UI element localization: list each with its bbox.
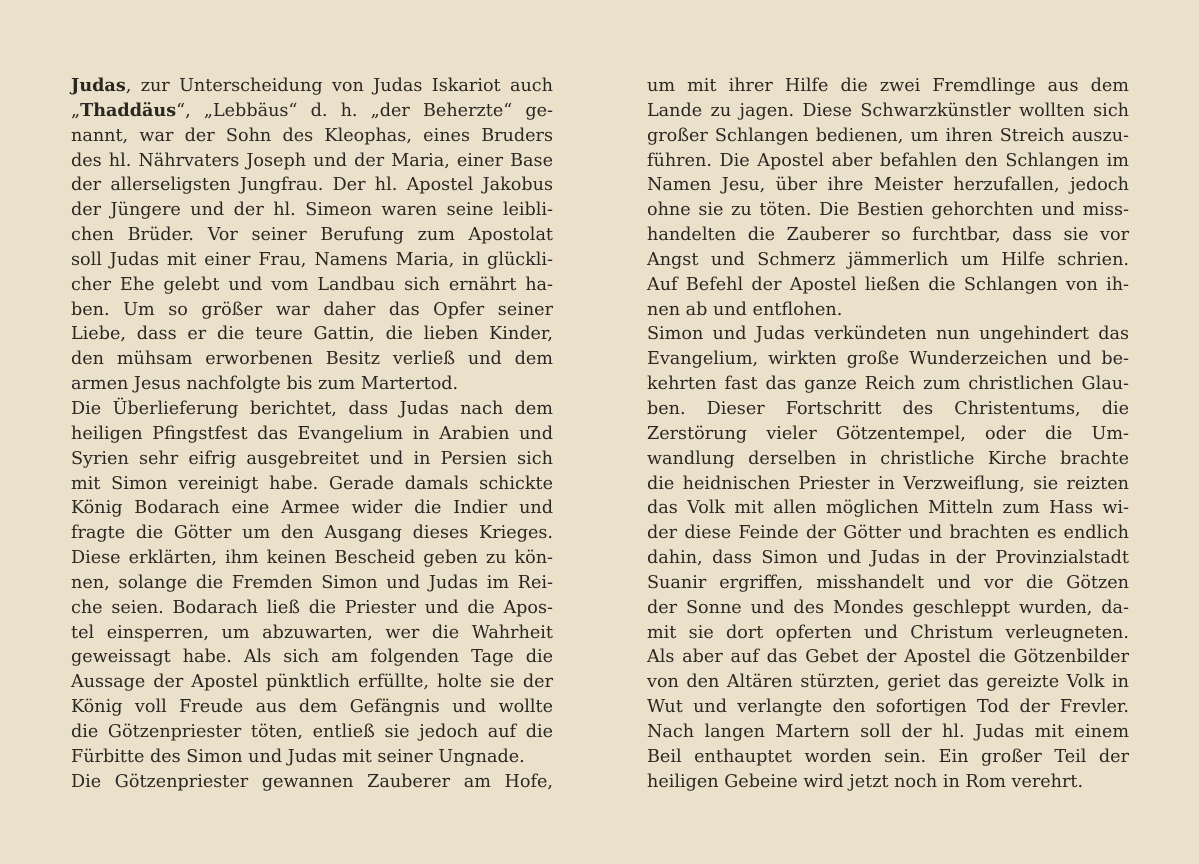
text-line: [71, 322, 553, 347]
text-run: der Jüngere und der hl. Simeon waren seine leibli-: [71, 200, 553, 221]
text-run: Liebe, dass er die teure Gattin, die lieben Kinder,: [71, 324, 553, 345]
text-line: [71, 397, 553, 422]
text-run: wandlung derselben in christliche Kirche brachte: [647, 448, 1129, 469]
text-run: ben. Dieser Fortschritt des Christentums, die: [647, 398, 1129, 419]
text-run: der allerseligsten Jungfrau. Der hl. Apostel Jakobus: [71, 175, 553, 196]
text-line: [647, 322, 1129, 347]
text-line: [71, 472, 553, 497]
text-line: [647, 571, 1129, 596]
text-line: [647, 273, 1129, 298]
text-line: [647, 770, 1129, 795]
text-line: [647, 496, 1129, 521]
text-run: der diese Feinde der Götter und brachten es endlich: [647, 523, 1129, 544]
text-line: [71, 596, 553, 621]
text-run: das Volk mit allen möglichen Mitteln zum Hass wi-: [647, 498, 1129, 519]
text-run: Syrien sehr eifrig ausgebreitet und in Persien sich: [71, 448, 553, 469]
text-run: der Sonne und des Mondes geschleppt wurden, da-: [647, 597, 1129, 618]
text-line: [647, 645, 1129, 670]
text-line: [647, 149, 1129, 174]
text-run: Auf Befehl der Apostel ließen die Schlangen von ih-: [647, 274, 1129, 295]
text-run: kehrten fast das ganze Reich zum christlichen Glau-: [647, 374, 1129, 395]
text-run: Suanir ergriffen, misshandelt und vor die Götzen: [647, 572, 1129, 593]
left-text-column: [71, 74, 553, 794]
text-run: armen Jesus nachfolgte bis zum Martertod.: [71, 374, 459, 395]
text-run: , zur Unterscheidung von Judas Iskariot auch: [125, 76, 553, 96]
text-run: König voll Freude aus dem Gefängnis und wollte: [71, 697, 553, 718]
text-run: dahin, dass Simon und Judas in der Provinzialstadt: [647, 548, 1129, 569]
text-line: [647, 198, 1129, 223]
text-run: die heidnischen Priester in Verzweiflung, sie reizten: [647, 473, 1129, 494]
text-run: Diese erklärten, ihm keinen Bescheid geben zu kön-: [71, 548, 553, 569]
text-run: Zerstörung vieler Götzentempel, oder die Um-: [647, 423, 1129, 444]
text-line: [71, 372, 553, 397]
text-run: großer Schlangen bedienen, um ihren Streich auszu-: [647, 125, 1129, 146]
text-run: Namen Jesu, über ihre Meister herzufallen, jedoch: [647, 175, 1129, 196]
text-run: den mühsam erworbenen Besitz verließ und dem: [71, 349, 553, 370]
text-run: Beil enthauptet worden sein. Ein großer Teil der: [647, 746, 1129, 767]
text-run: Fürbitte des Simon und Judas mit seiner Ungnade.: [71, 746, 525, 767]
text-line: [71, 124, 553, 149]
text-line: [647, 447, 1129, 472]
text-run: Lande zu jagen. Diese Schwarzkünstler wollten sich: [647, 100, 1129, 121]
text-run: führen. Die Apostel aber befahlen den Schlangen im: [647, 150, 1129, 171]
text-run: nen, solange die Fremden Simon und Judas im Rei-: [71, 572, 553, 593]
text-line: [71, 99, 553, 124]
text-line: [647, 124, 1129, 149]
text-run: heiligen Gebeine wird jetzt noch in Rom verehrt.: [647, 771, 1084, 792]
text-line: [647, 621, 1129, 646]
text-line: [71, 770, 553, 795]
text-line: [71, 223, 553, 248]
text-run: Nach langen Martern soll der hl. Judas mit einem: [647, 721, 1129, 742]
text-run: Aussage der Apostel pünktlich erfüllte, holte sie der: [71, 672, 553, 693]
text-line: [71, 645, 553, 670]
right-text-column: [647, 74, 1129, 794]
text-run: ben. Um so größer war daher das Opfer seiner: [71, 299, 553, 320]
text-line: [647, 397, 1129, 422]
text-line: [71, 273, 553, 298]
text-line: [71, 621, 553, 646]
text-run: von den Altären stürzten, geriet das gereizte Volk in: [647, 672, 1129, 693]
text-line: [647, 521, 1129, 546]
bold-name: Thaddäus: [80, 99, 177, 121]
text-run: um mit ihrer Hilfe die zwei Fremdlinge aus dem: [647, 76, 1129, 96]
text-line: [647, 223, 1129, 248]
text-run: nannt, war der Sohn des Kleophas, eines Bruders: [71, 125, 553, 146]
text-line: [71, 74, 553, 99]
text-run: cher Ehe gelebt und vom Landbau sich ernährt ha-: [71, 274, 553, 295]
text-line: [647, 298, 1129, 323]
text-line: [71, 720, 553, 745]
text-run: mit sie dort opferten und Christum verleugneten.: [647, 622, 1129, 643]
text-run: handelten die Zauberer so furchtbar, dass sie vor: [647, 225, 1129, 246]
text-run: Die Götzenpriester gewannen Zauberer am Hofe,: [71, 771, 553, 792]
text-line: [647, 720, 1129, 745]
text-line: [71, 447, 553, 472]
text-run: soll Judas mit einer Frau, Namens Maria, in glückli-: [71, 249, 553, 270]
text-run: König Bodarach eine Armee wider die Indier und: [71, 498, 553, 519]
text-run: mit Simon vereinigt habe. Gerade damals schickte: [71, 473, 553, 494]
bold-name: Judas: [71, 75, 126, 96]
text-line: [71, 298, 553, 323]
text-run: Evangelium, wirkten große Wunderzeichen und be-: [647, 349, 1129, 370]
text-run: Angst und Schmerz jämmerlich um Hilfe schrien.: [647, 249, 1129, 270]
text-run: nen ab und entflohen.: [647, 299, 843, 320]
text-line: [71, 149, 553, 174]
text-line: [647, 596, 1129, 621]
text-run: Die Überlieferung berichtet, dass Judas nach dem: [71, 398, 553, 419]
text-line: [647, 422, 1129, 447]
text-line: [71, 347, 553, 372]
text-line: [71, 546, 553, 571]
text-run: Simon und Judas verkündeten nun ungehindert das: [647, 324, 1129, 345]
text-line: [71, 695, 553, 720]
text-run: che seien. Bodarach ließ die Priester und die Apos-: [71, 597, 553, 618]
text-line: [71, 745, 553, 770]
text-run: tel einsperren, um abzuwarten, wer die Wahrheit: [71, 622, 553, 643]
text-line: [647, 99, 1129, 124]
text-line: [647, 745, 1129, 770]
text-line: [71, 173, 553, 198]
text-run: fragte die Götter um den Ausgang dieses Krieges.: [71, 523, 553, 544]
text-line: [647, 695, 1129, 720]
text-line: [647, 347, 1129, 372]
text-line: [647, 670, 1129, 695]
text-run: Als aber auf das Gebet der Apostel die Götzenbilder: [647, 647, 1129, 668]
text-line: [647, 248, 1129, 273]
text-run: „: [71, 100, 81, 121]
text-line: [647, 472, 1129, 497]
text-line: [71, 521, 553, 546]
text-line: [647, 372, 1129, 397]
text-run: “, „Lebbäus“ d. h. „der Beherzte“ ge-: [176, 100, 553, 121]
text-run: geweissagt habe. Als sich am folgenden Tage die: [71, 647, 553, 668]
text-line: [647, 546, 1129, 571]
text-run: ohne sie zu töten. Die Bestien gehorchten und miss-: [647, 200, 1129, 221]
text-line: [647, 173, 1129, 198]
text-run: des hl. Nährvaters Joseph und der Maria, einer Base: [71, 150, 553, 171]
text-run: die Götzenpriester töten, entließ sie jedoch auf die: [71, 721, 553, 742]
text-line: [71, 496, 553, 521]
text-line: [71, 422, 553, 447]
text-line: [71, 670, 553, 695]
text-run: chen Brüder. Vor seiner Berufung zum Apostolat: [71, 225, 553, 246]
text-line: [71, 198, 553, 223]
text-run: Wut und verlangte den sofortigen Tod der Frevler.: [647, 697, 1129, 718]
text-line: [71, 248, 553, 273]
text-line: [71, 571, 553, 596]
text-line: [647, 74, 1129, 99]
text-run: heiligen Pfingstfest das Evangelium in Arabien und: [71, 423, 553, 444]
